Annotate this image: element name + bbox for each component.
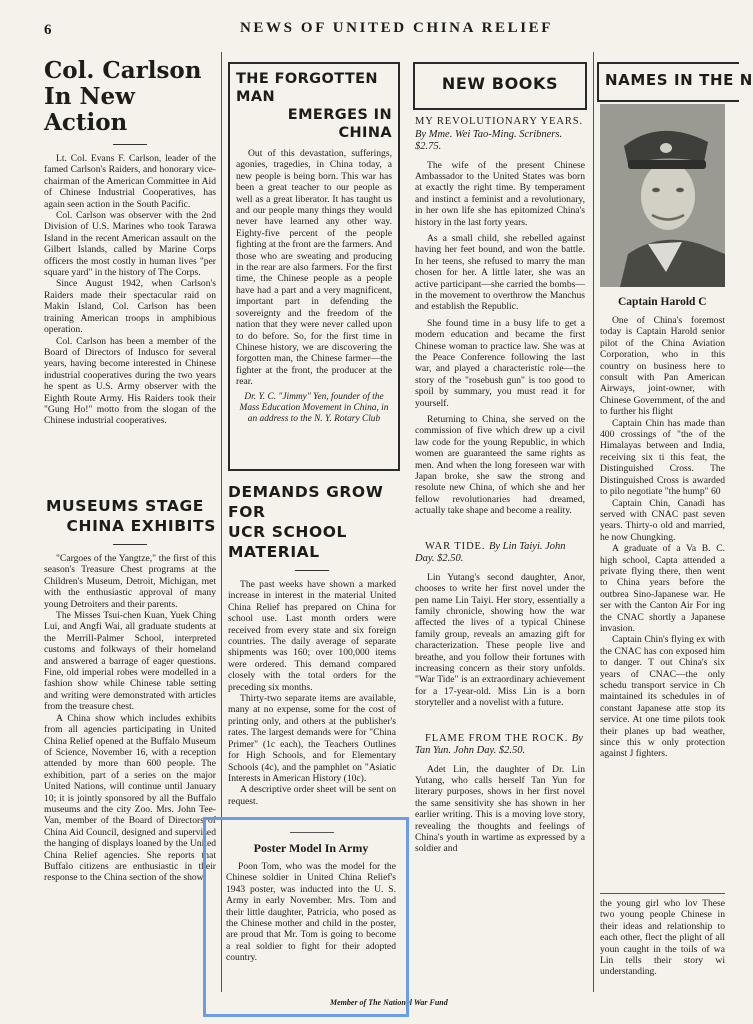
carlson-article (44, 58, 216, 498)
poster-paragraph: Poon Tom, who was the model for the Chinese soldier in United China Relief's 1943 poster, was inducted into the U. S. Army in early November. Mrs. Tom and their little daughter, Patricia, who posed as the Chinese mother and child in the poster, are proud that Mr. Tom is going to become a real soldier to fight for their adopted country. (226, 861, 396, 964)
poster-title: Poster Model In Army (253, 841, 369, 855)
photo-caption: Captain Harold C (618, 296, 707, 308)
names-paragraph: Captain Chin's flying ex with the CNAC has con exposed him to danger. T out China's six years of CNAC—the only schedu transport service in Ch maintained its schedules in of constant Japanese atte stop its service. At one time pilots took their planes up bad weather, since this w only protection against J fighters. (600, 634, 725, 760)
museums-article (44, 496, 216, 994)
carlson-paragraph: Col. Carlson has been a member of the Board of Directors of Indusco for several years, having become interested in Chinese industrial cooperatives during the two years he spent as U.S. Army observer with the Eighth Route Army. His Raiders took their "Gung Ho!" motto from the slogan of the Chinese industrial cooperatives. (44, 335, 216, 427)
demands-paragraph: The past weeks have shown a marked increase in interest in the material United China Relief has prepared on China for school use. Last month orders were received from every state and six foreign countries. The daily average of separate shipments was 160; over 100,000 items were ordered. This demand compared closely with the total orders for the preceding six months. (228, 579, 396, 693)
carlson-paragraph: Lt. Col. Evans F. Carlson, leader of the famed Carlson's Raiders, and honorary vice-chairman of the American Committee in Aid of Chinese Industrial Cooperatives, has again seen action in the South Pacific. (44, 153, 216, 210)
carlson-paragraph: Since August 1942, when Carlson's Raiders made their spectacular raid on Makin Island, Col. Carlson has been training American troops in amphibious operation. (44, 278, 216, 336)
title-rule (113, 144, 147, 145)
book-review-paragraph: She found time in a busy life to get a modern education and became the first Chinese woman to practice law. She was at the Peace Conference following the last war, and played a characteristic role—the story of the "rosebush gun" is too good to spoil by summary, you must read it for yourself. (415, 317, 585, 409)
book-title: MY REVOLUTIONARY YEARS. By Mme. Wei Tao-Ming. Scribners. $2.75. (415, 116, 583, 152)
new-books-heading: NEW BOOKS (441, 74, 559, 93)
book-review-paragraph: Lin Yutang's second daughter, Anor, chooses to write her first novel under the pen name Lin Taiyi. Her story, essentially a family chronicle, showing how the war affected the lives of a typical Chinese family group, reveals an amazing gift for characterization. These people live and breathe, and you follow their fortunes with increasing concern as their story unfolds. "War Tide" is an extraordinary achievement for a 17-year-old. Miss Lin is a born storyteller and a novelist with a future. (415, 571, 585, 709)
book-review-paragraph: As a small child, she rebelled against having her feet bound, and won the battle. In her teens, she refused to marry the man chosen for her. A little later, she was an active participant—she carried the bombs—in the movement to overthrow the Manchus and establish the Republic. (415, 232, 585, 313)
forgotten-paragraph: Out of this devastation, sufferings, agonies, tragedies, in China today, a new people is being born. This war has been a great teacher to our people as well as a great liberator. It has taught us and our people many things they would never have learned any other way. Eighty-five percent of the people fighting at the front are the farmers. And those who are sweating and producing in the rear are also farmers. For the first time, the Chinese people as a people have had a part and a very magnificent, important part in defending the sovereignty and the freedom of the nation that they were never called upon to do before. So, for the first time in Chinese history, we are discovering the forgotten man, the Chinese farmer—the fighter at the front, the producer at the rear. (236, 148, 392, 388)
book-title: FLAME FROM THE ROCK. By Tan Yun. John Day. $2.50. (415, 732, 583, 757)
names-article (600, 296, 725, 894)
names-paragraph: One of China's foremost today is Captain Harold senior pilot of the China Aviation Corporation, who in this country on business here to consult with Pan American Airways, joint-owner, with Chinese Government, of the and to further his flight (600, 315, 725, 418)
book-review-paragraph: Adet Lin, the daughter of Dr. Lin Yutang, who calls herself Tan Yun for literary purposes, shows in her first novel the same sensitivity she has shown in her earlier writing. This is a moving love story, revealing the thoughts and feelings of China's youth in wartime as expressed by a soldier and (415, 763, 585, 855)
pilot-portrait-icon (600, 104, 725, 287)
page-number: 6 (44, 22, 52, 38)
museums-title-line2: CHINA EXHIBITS (66, 517, 216, 535)
forgotten-signature: Dr. Y. C. "Jimmy" Yen, founder of the Mass Education Movement in China, in an address to the N. Y. Rotary Club (239, 391, 389, 425)
book-title: WAR TIDE. By Lin Taiyi. John Day. $2.50. (415, 540, 566, 565)
demands-title-line1: DEMANDS GROW FOR (228, 483, 384, 521)
carlson-paragraph: Col. Carlson was observer with the 2nd Division of U.S. Marines who took Tarawa Island in the recent American assault on the Gilbert Islands, called by Marine Corps officers the most costly in human lives "per square yard" in the history of The Corps. (44, 210, 216, 279)
museums-title-line1: MUSEUMS STAGE (46, 497, 204, 515)
names-heading: NAMES IN THE N (605, 71, 753, 89)
names-lower-paragraph: the young girl who lov These two young people Chinese in their ideas and relationship to each other, flect the plight of all youn caught in the toils of wa Lin tells their story wi understanding. (600, 898, 725, 978)
forgotten-man-article (236, 70, 392, 464)
museums-paragraph: A China show which includes exhibits from all agencies participating in United China Relief opened at the Buffalo Museum of Science, November 16, with a reception attended by more than 600 people. The exhibition, part of a series on the major United Nations, will continue until January 10; it is jointly sponsored by all the Buffalo museums and the city Zoo. Mrs. John Tee-Van, member of the Board of Directors of China Aid Council, designed and supervised the hanging of displays loaned by the United China Relief agencies. She reports that Buffalo citizens are enthusiastic in their response to the China section of the show. (44, 712, 216, 884)
title-rule (113, 544, 147, 545)
forgotten-title-line1: THE FORGOTTEN MAN (236, 71, 378, 105)
captain-portrait-photo (600, 104, 725, 287)
names-paragraph: A graduate of a Va B. C. high school, Capta attended a private flying there, then went to China years before the outbrea Sino-Japanese war. He ser with the Canton Air For ing the CNAC shortly a Japanese invasion. (600, 543, 725, 634)
demands-title-line2: UCR SCHOOL MATERIAL (228, 523, 348, 561)
book-review-paragraph: The wife of the present Chinese Ambassador to the United States was born at exactly the right time. By temperament and instinct a feminist and a revolutionary, in her own life she has epitomized China's history in the last forty years. (415, 159, 585, 228)
demands-paragraph: A descriptive order sheet will be sent on request. (228, 784, 396, 807)
museums-paragraph: The Misses Tsui-chen Kuan, Yuek Ching Lui, and Angfi Wai, all graduate students at the Merrill-Palmer School, interpreted customs and folkways of their homeland and answered a barrage of eager questions. Fine, old imperial robes were modelled in a fashion show while Chinese table setting and writing were demonstrated with articles from the treasure chest. (44, 610, 216, 713)
forgotten-title-line2: EMERGES IN CHINA (287, 107, 392, 141)
names-paragraph: Captain Chin, Canadi has served with CNAC past seven years. Thirty-o old and married, he now Chungking. (600, 497, 725, 543)
museums-paragraph: "Cargoes of the Yangtze," the first of this season's Treasure Chest programs at the Children's Museum, Detroit, Michigan, met with the enthusiastic approval of many young Detroiters and their parents. (44, 553, 216, 610)
names-paragraph: Captain Chin has made than 400 crossings of "the of the Himalayas between and India, receiving six ti this feat, the Distinguished Cross. The Distinguished Cross is awarded to pilo negotiate "the hump" 60 (600, 417, 725, 498)
title-rule (295, 570, 329, 571)
demands-paragraph: Thirty-two separate items are available, many at no expense, some for the cost of printing only, and others at the publisher's rates. The largest demands were for "China Primer" (1c each), the Teachers Outlines for High Schools, and for Elementary Schools (4c), and the pamphlet on "Asiatic Interests in American History (10c). (228, 693, 396, 784)
names-lower-text (600, 898, 725, 994)
new-books-column (415, 116, 585, 996)
selection-highlight (203, 817, 409, 1017)
page-footer: Member of The National War Fund (330, 998, 448, 1007)
separator-rule (600, 893, 725, 894)
book-review-paragraph: Returning to China, she served on the commission of five which drew up a civil law code for the young Republic, in which women are guaranteed the same rights as men. And when the long foreseen war with Japan broke, she saw the strong and resolute new China, of which she and her fellow revolutionaries had dreamed, actually take shape and become a reality. (415, 414, 585, 517)
column-divider (593, 52, 594, 992)
demands-article (228, 482, 396, 827)
carlson-title: Col. Carlson In New Action (44, 57, 202, 136)
page-header: NEWS OF UNITED CHINA RELIEF (240, 20, 554, 36)
